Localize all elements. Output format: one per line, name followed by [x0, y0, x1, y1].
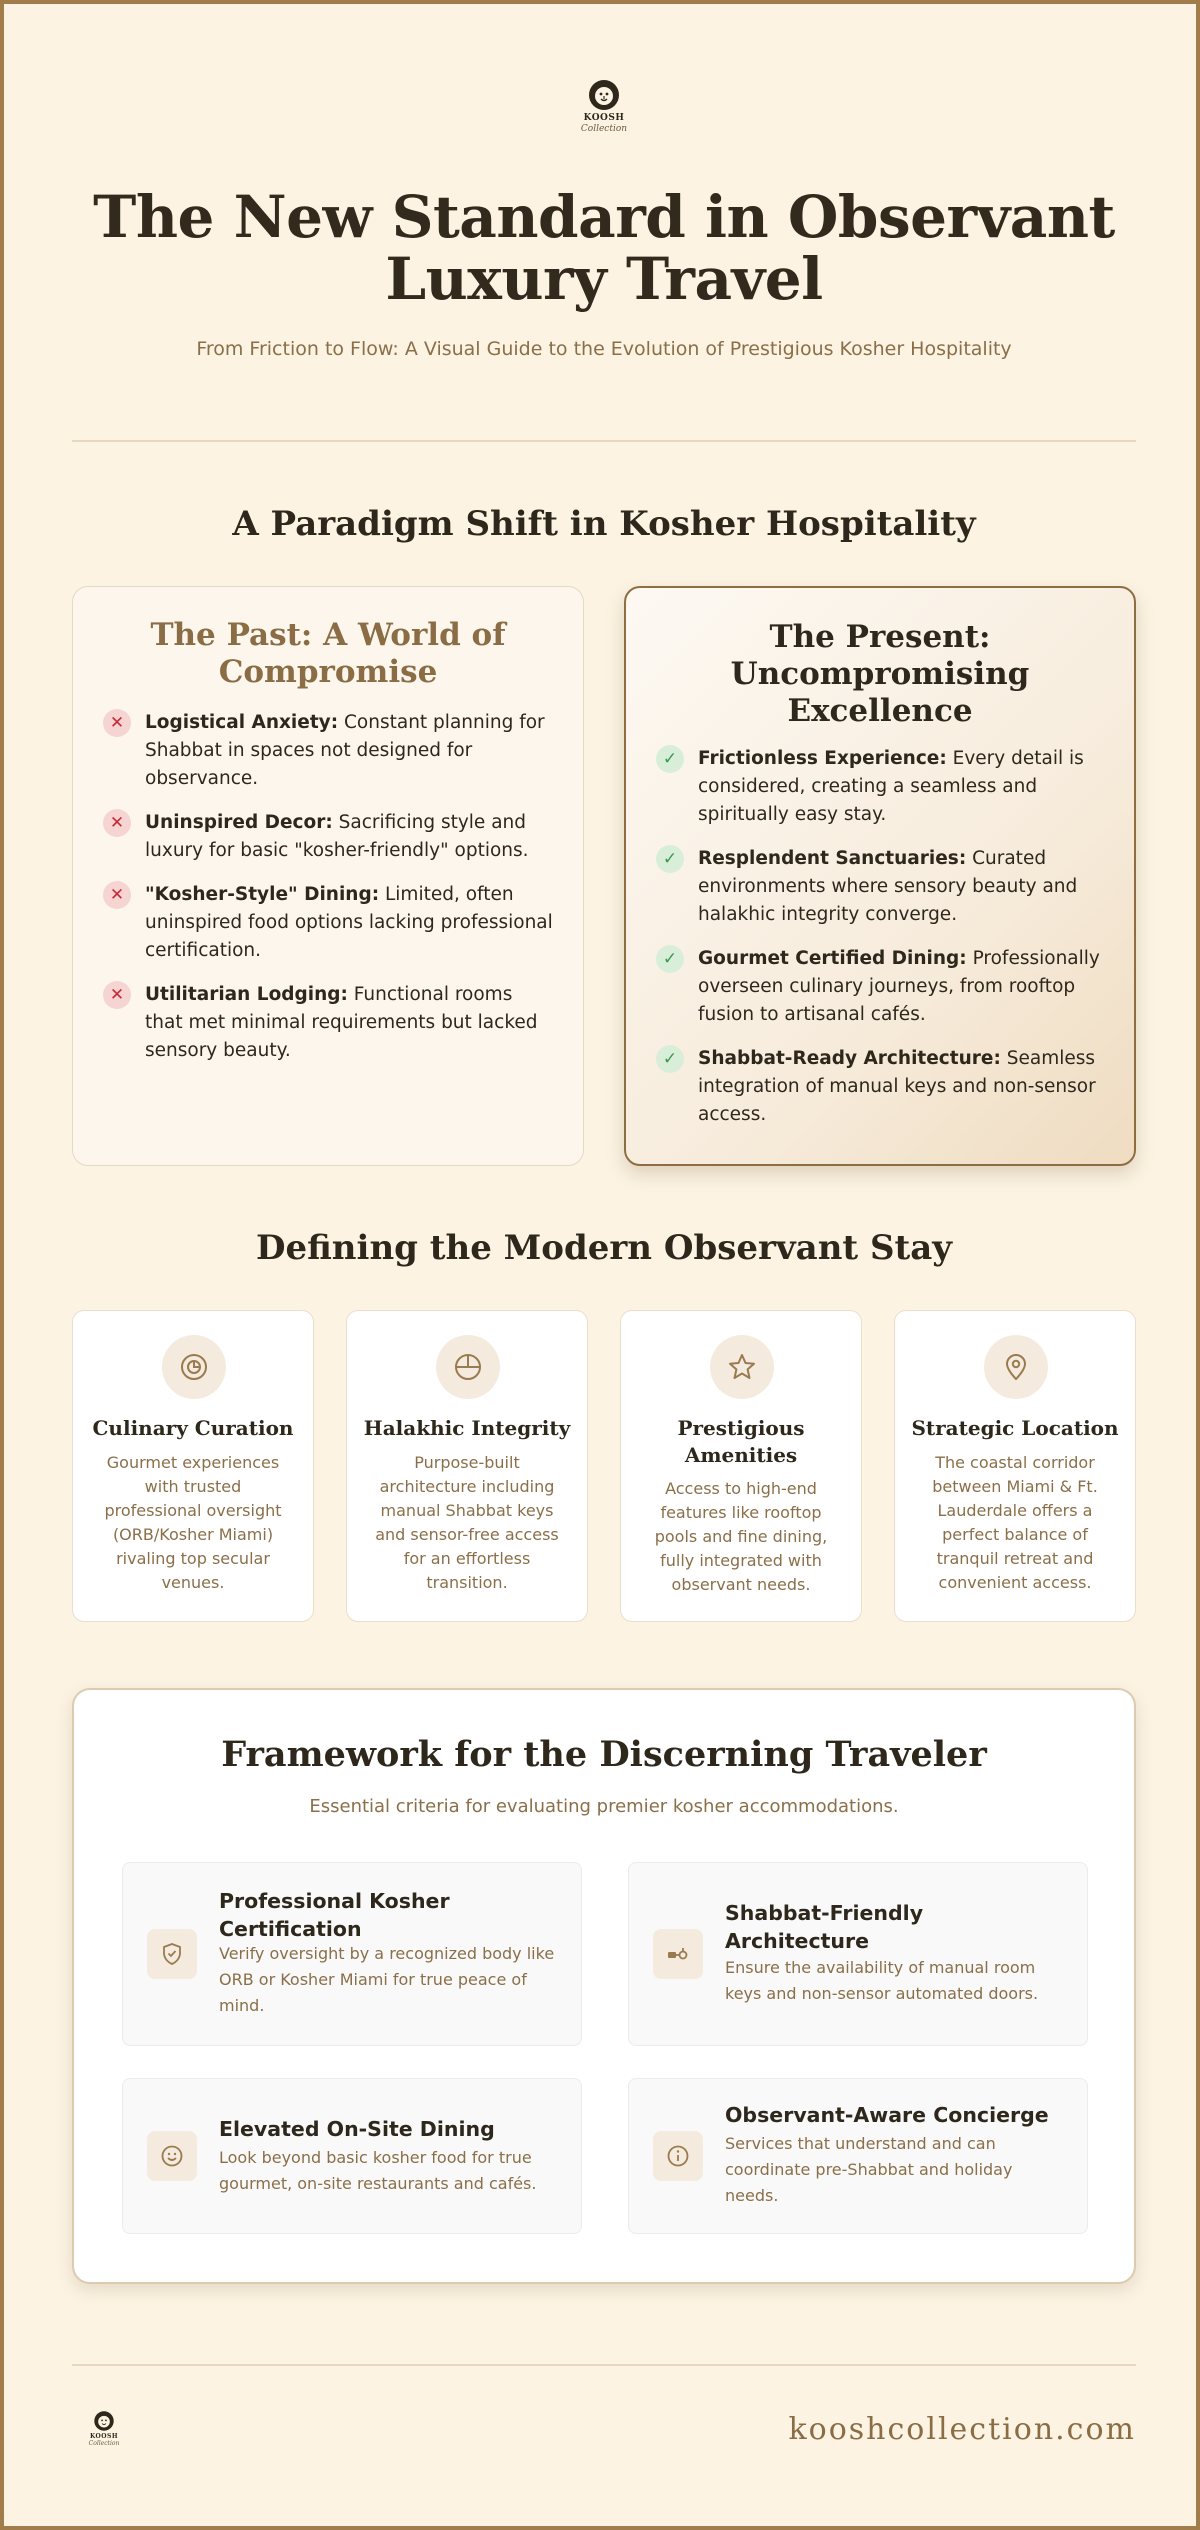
- divider: [72, 440, 1136, 442]
- lion-logo-icon: [587, 78, 621, 112]
- x-icon: ✕: [103, 881, 131, 909]
- criteria-dining: [122, 2078, 582, 2234]
- feature-card-location: [894, 1310, 1136, 1622]
- info-icon: [653, 2131, 703, 2181]
- feature-desc: The coastal corridor between Miami & Ft. Lauderdale offers a perfect balance of tranquil retreat and convenient access.: [932, 1453, 1098, 1592]
- past-heading: The Past: A World of Compromise: [150, 617, 506, 690]
- feature-title: Strategic Location: [911, 1416, 1119, 1440]
- x-icon: ✕: [103, 809, 131, 837]
- present-point: [656, 945, 1106, 1029]
- criteria-desc: Services that understand and can coordinate pre-Shabbat and holiday needs.: [725, 2134, 1013, 2205]
- criteria-title: Professional Kosher Certification: [219, 1889, 450, 1941]
- check-icon: ✓: [656, 945, 684, 973]
- check-icon: ✓: [656, 1045, 684, 1073]
- point-text: Limited, often uninspired food options lacking professional certification.: [145, 884, 553, 961]
- pie-icon: [436, 1335, 500, 1399]
- footer-divider: [72, 2364, 1136, 2366]
- website-link[interactable]: kooshcollection.com: [788, 2412, 1136, 2447]
- feature-desc: Purpose-built architecture including manual Shabbat keys and sensor-free access for an effortless transition.: [375, 1453, 559, 1592]
- present-point: [656, 745, 1106, 829]
- criteria-certification: [122, 1862, 582, 2046]
- past-point: [103, 981, 555, 1065]
- dish-icon: [162, 1335, 226, 1399]
- criteria-architecture: [628, 1862, 1088, 2046]
- present-heading: The Present: Uncompromising Excellence: [730, 619, 1030, 729]
- logo-wordmark: KOOSH: [89, 2433, 118, 2440]
- star-icon: [710, 1335, 774, 1399]
- smiley-icon: [147, 2131, 197, 2181]
- framework-panel: [72, 1688, 1136, 2284]
- x-icon: ✕: [103, 709, 131, 737]
- feature-title: Halakhic Integrity: [363, 1416, 571, 1440]
- feature-title: Prestigious Amenities: [677, 1416, 805, 1467]
- criteria-desc: Look beyond basic kosher food for true gourmet, on-site restaurants and cafés.: [219, 2148, 537, 2193]
- point-text: Constant planning for Shabbat in spaces not designed for observance.: [145, 712, 545, 789]
- present-point: [656, 1045, 1106, 1129]
- framework-subtitle: Essential criteria for evaluating premier kosher accommodations.: [309, 1796, 899, 1817]
- paradigm-section-title: A Paradigm Shift in Kosher Hospitality: [232, 504, 976, 544]
- point-label: Resplendent Sanctuaries:: [698, 848, 967, 869]
- x-icon: ✕: [103, 981, 131, 1009]
- lion-logo-icon: [93, 2410, 115, 2432]
- framework-title: Framework for the Discerning Traveler: [221, 1734, 987, 1775]
- point-text: Curated environments where sensory beauty and halakhic integrity converge.: [698, 848, 1078, 925]
- present-card: [624, 586, 1136, 1166]
- point-text: Professionally overseen culinary journeys, from rooftop fusion to artisanal cafés.: [698, 948, 1100, 1025]
- check-icon: ✓: [656, 745, 684, 773]
- point-label: "Kosher-Style" Dining:: [145, 884, 380, 905]
- feature-desc: Access to high-end features like rooftop pools and fine dining, fully integrated with observant needs.: [654, 1479, 828, 1594]
- map-pin-icon: [984, 1335, 1048, 1399]
- past-point: [103, 709, 555, 793]
- past-card: [72, 586, 584, 1166]
- point-text: Seamless integration of manual keys and non-sensor access.: [698, 1048, 1096, 1125]
- point-label: Uninspired Decor:: [145, 812, 333, 833]
- brand-logo[interactable]: [562, 78, 646, 144]
- feature-card-amenities: [620, 1310, 862, 1622]
- criteria-title: Observant-Aware Concierge: [725, 2103, 1049, 2127]
- criteria-concierge: [628, 2078, 1088, 2234]
- logo-script: Collection: [580, 124, 628, 134]
- criteria-title: Elevated On-Site Dining: [219, 2117, 495, 2141]
- feature-desc: Gourmet experiences with trusted professional oversight (ORB/Kosher Miami) rivaling top secular venues.: [104, 1453, 282, 1592]
- logo-wordmark: KOOSH: [583, 113, 625, 123]
- page-title: The New Standard in Observant Luxury Travel: [93, 183, 1115, 313]
- past-point: [103, 809, 555, 865]
- point-label: Utilitarian Lodging:: [145, 984, 348, 1005]
- page-subtitle: From Friction to Flow: A Visual Guide to the Evolution of Prestigious Kosher Hospitality: [196, 338, 1012, 360]
- footer-logo[interactable]: [82, 2410, 126, 2456]
- criteria-desc: Verify oversight by a recognized body like ORB or Kosher Miami for true peace of mind.: [219, 1944, 555, 2015]
- key-icon: [653, 1929, 703, 1979]
- modern-section-title: Defining the Modern Observant Stay: [255, 1228, 953, 1268]
- present-point: [656, 845, 1106, 929]
- point-label: Logistical Anxiety:: [145, 712, 339, 733]
- point-text: Functional rooms that met minimal requirements but lacked sensory beauty.: [145, 984, 538, 1061]
- shield-check-icon: [147, 1929, 197, 1979]
- point-text: Every detail is considered, creating a seamless and spiritually easy stay.: [698, 748, 1084, 825]
- criteria-title: Shabbat-Friendly Architecture: [725, 1901, 924, 1953]
- point-label: Frictionless Experience:: [698, 748, 947, 769]
- feature-card-halakhic: [346, 1310, 588, 1622]
- check-icon: ✓: [656, 845, 684, 873]
- past-point: [103, 881, 555, 965]
- point-text: Sacrificing style and luxury for basic "kosher-friendly" options.: [145, 812, 529, 861]
- feature-title: Culinary Curation: [92, 1416, 294, 1440]
- criteria-desc: Ensure the availability of manual room keys and non-sensor automated doors.: [725, 1958, 1039, 2003]
- feature-card-culinary: [72, 1310, 314, 1622]
- point-label: Gourmet Certified Dining:: [698, 948, 967, 969]
- logo-script: Collection: [88, 2440, 120, 2447]
- point-label: Shabbat-Ready Architecture:: [698, 1048, 1001, 1069]
